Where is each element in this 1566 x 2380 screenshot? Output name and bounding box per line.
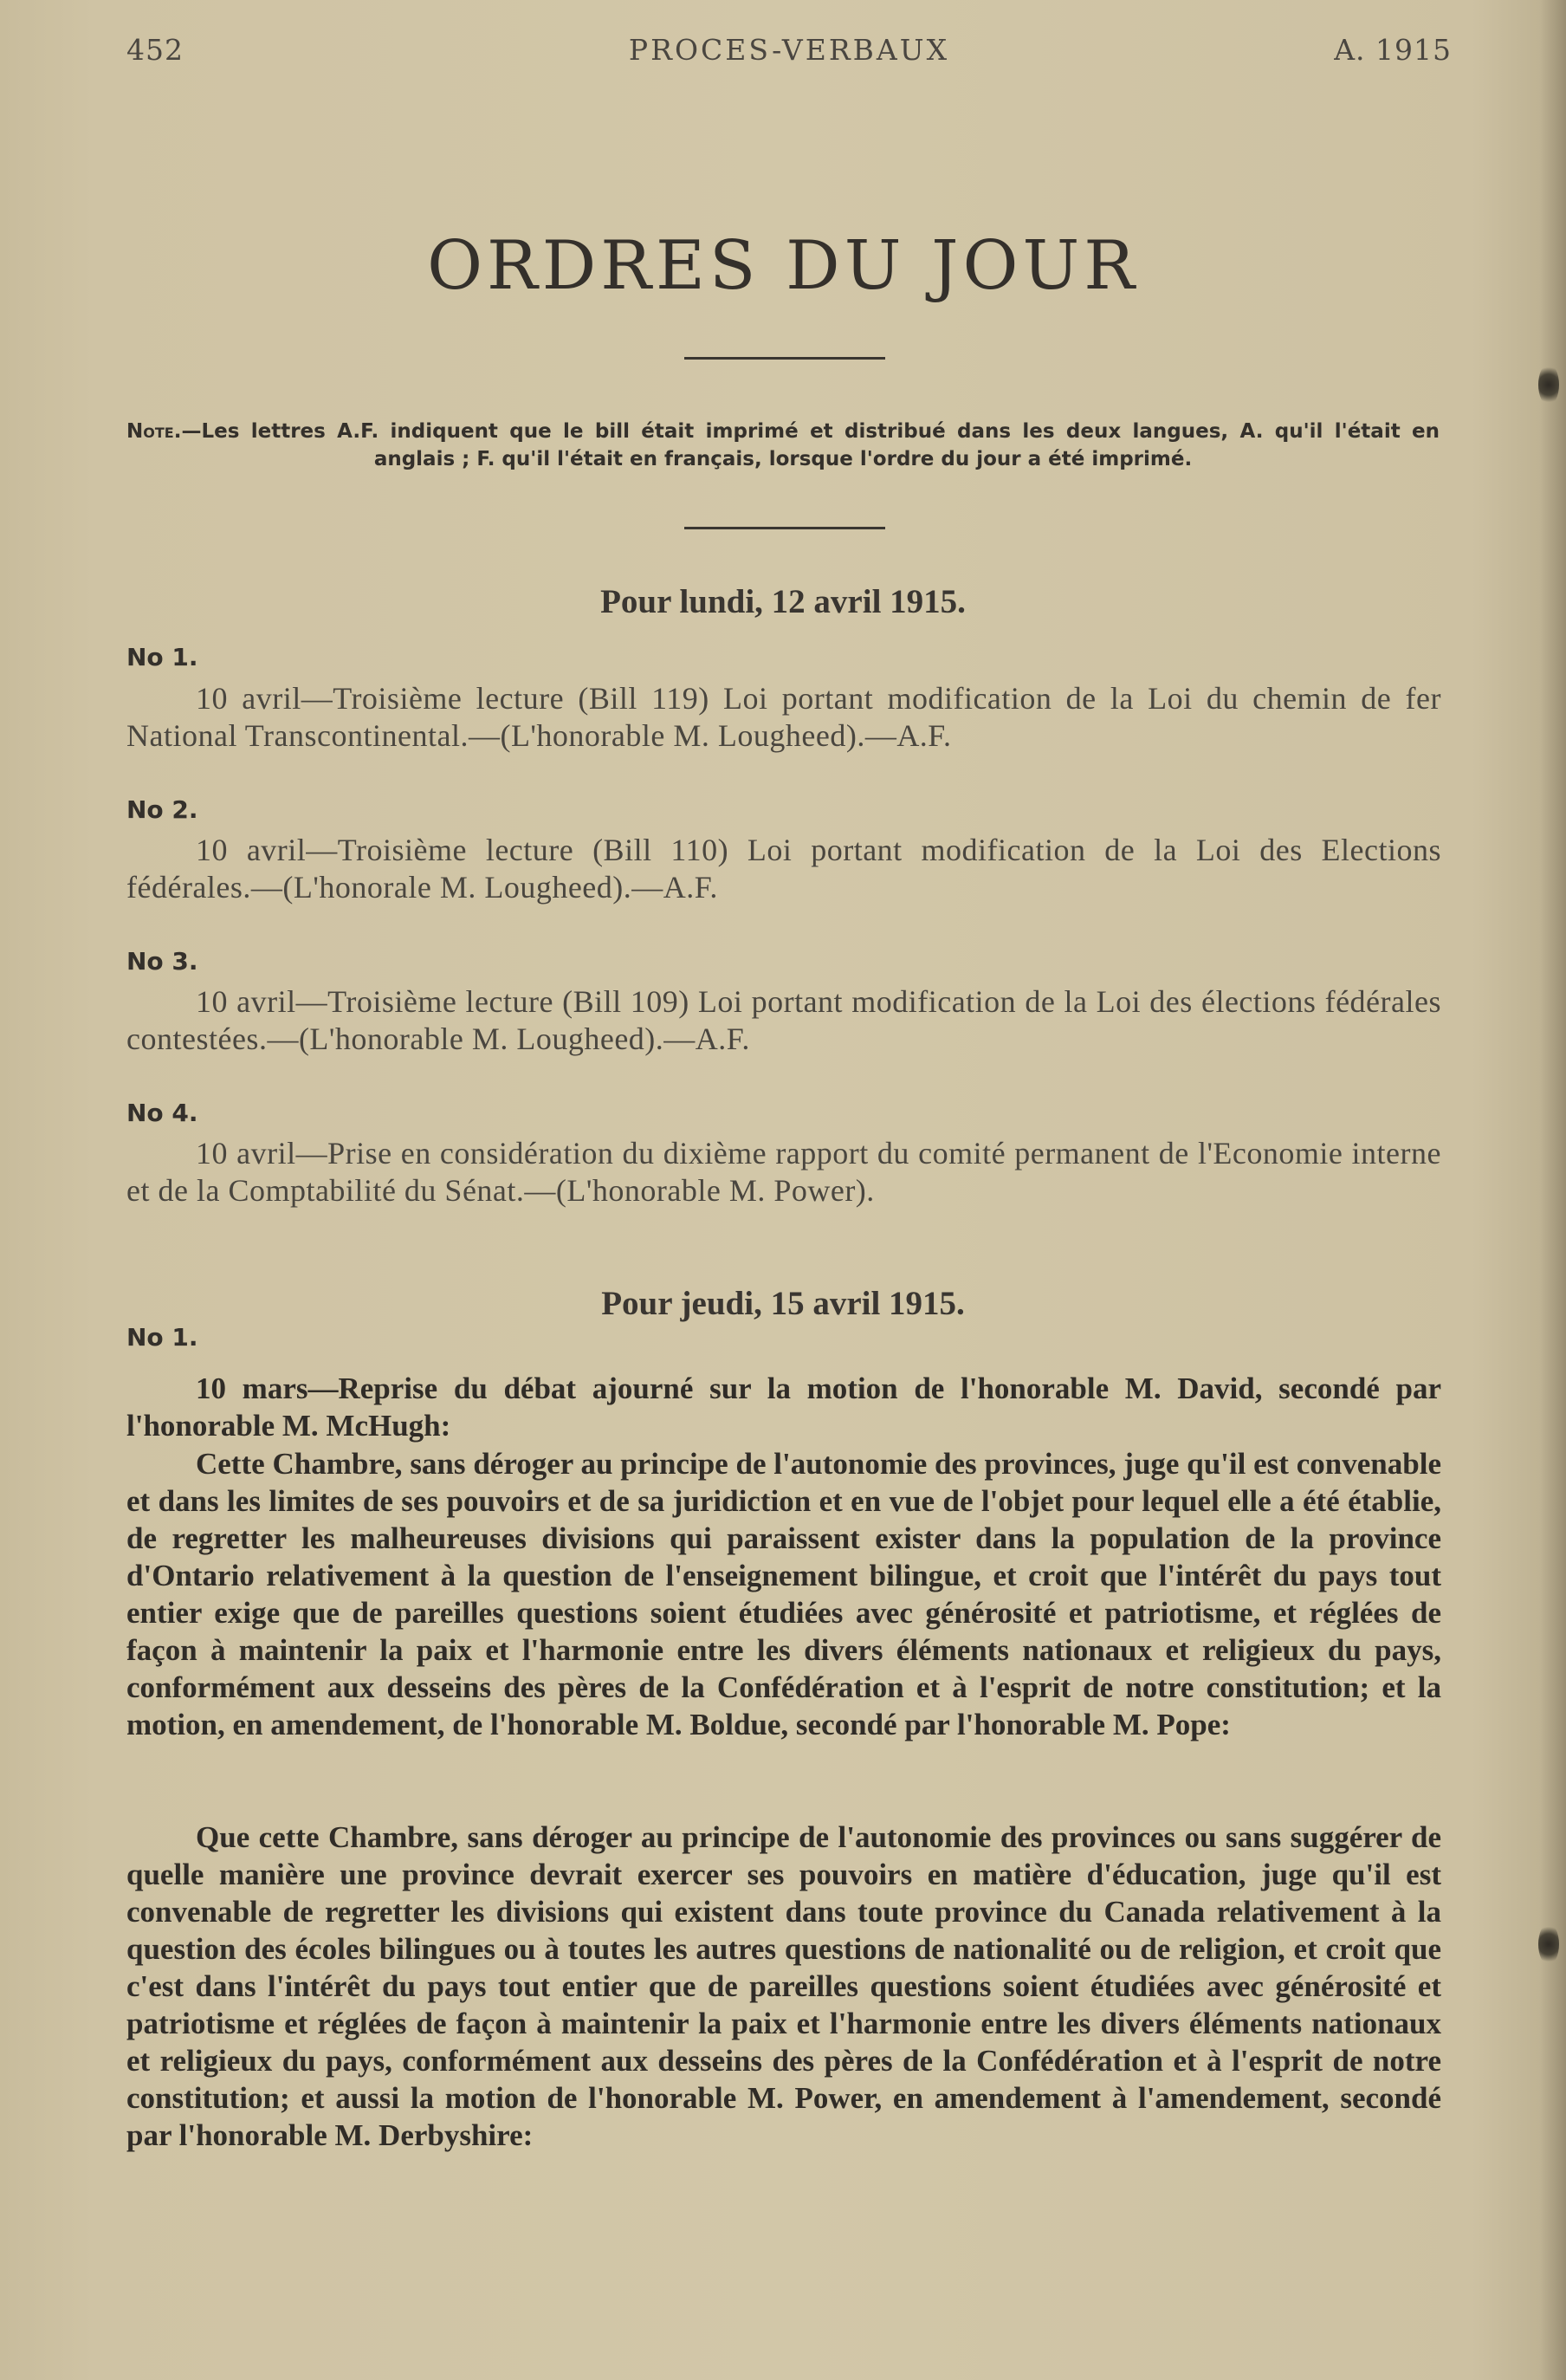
page-title: ORDRES DU JOUR — [427, 227, 1139, 305]
item-text: 10 avril—Troisième lecture (Bill 109) Loi portant modification de la Loi des élections fédérales contestées.—(L'honorable M. Lougheed).—A.F. — [126, 984, 1441, 1056]
header-year: A. 1915 — [1334, 33, 1452, 67]
note-text: —Les lettres A.F. indiquent que le bill était imprimé et distribué dans les deux langues, A. qu'il l'était en anglais ; F. qu'il l'était en français, lorsque l'ordre du jour a été imprimé. — [181, 420, 1440, 470]
title-rule — [684, 357, 885, 360]
page-number: 452 — [126, 33, 184, 67]
item-text: Que cette Chambre, sans déroger au principe de l'autonomie des provinces ou sans suggérer de quelle manière une province devrait exercer ses pouvoirs en matière d'éducation, juge qu'il est convenable de regretter les divisions qui existent dans toute province du Canada relativement à la question des écoles bilingues ou à toutes les autres questions de nationalité ou de religion, et croit que c'est dans l'intérêt du pays tout entier que de pareilles questions soient étudiées avec générosité et patriotisme et réglées de façon à maintenir la paix et l'harmonie entre les divers éléments nationaux et religieux du pays, conformément aux desseins des pères de la Confédération et à l'esprit de notre constitution; et aussi la motion de l'honorable M. Power, en amendement à l'amendement, secondé par l'honorable M. Derbyshire: — [126, 1820, 1441, 2152]
item-number: No 1. — [126, 643, 198, 671]
item-number: No 3. — [126, 947, 198, 976]
item-text: 10 mars—Reprise du débat ajourné sur la motion de l'honorable M. David, secondé par l'honorable M. McHugh: — [126, 1372, 1441, 1443]
item-text: 10 avril—Prise en considération du dixième rapport du comité permanent de l'Economie interne et de la Comptabilité du Sénat.—(L'honorable M. Power). — [126, 1136, 1441, 1208]
running-title: PROCES-VERBAUX — [628, 33, 950, 67]
item-number: No 2. — [126, 795, 198, 824]
item-text: 10 avril—Troisième lecture (Bill 119) Loi portant modification de la Loi du chemin de fer National Transcontinental.—(L'honorable M. Lougheed).—A.F. — [126, 681, 1441, 753]
note-rule — [684, 527, 885, 529]
item-text: 10 avril—Troisième lecture (Bill 110) Loi portant modification de la Loi des Elections fédérales.—(L'honorale M. Lougheed).—A.F. — [126, 833, 1441, 905]
item-number: No 4. — [126, 1099, 198, 1127]
page-edge-shadow — [1540, 0, 1566, 2380]
note-paragraph — [126, 418, 1440, 473]
item-number: No 1. — [126, 1323, 198, 1352]
page-edge-mark — [1538, 1923, 1559, 1965]
section-heading: Pour lundi, 12 avril 1915. — [600, 583, 966, 620]
running-header — [126, 33, 1452, 76]
note-label: Note. — [126, 420, 182, 443]
item-text: Cette Chambre, sans déroger au principe de l'autonomie des provinces, juge qu'il est convenable et dans les limites de ses pouvoirs et de sa juridiction et en vue de l'objet pour lequel elle a été établie, de regretter les malheureuses divisions qui paraissent exister dans la population de la province d'Ontario relativement à la question de l'enseignement bilingue, et croit que l'intérêt du pays tout entier exige que de pareilles questions soient étudiées avec générosité et patriotisme, et réglées de façon à maintenir la paix et l'harmonie entre les divers éléments nationaux et religieux du pays, conformément aux desseins des pères de la Confédération et à l'esprit de notre constitution; et la motion, en amendement, de l'honorable M. Boldue, secondé par l'honorable M. Pope: — [126, 1447, 1441, 1741]
section-heading: Pour jeudi, 15 avril 1915. — [601, 1285, 965, 1322]
page-edge-mark — [1538, 364, 1559, 405]
